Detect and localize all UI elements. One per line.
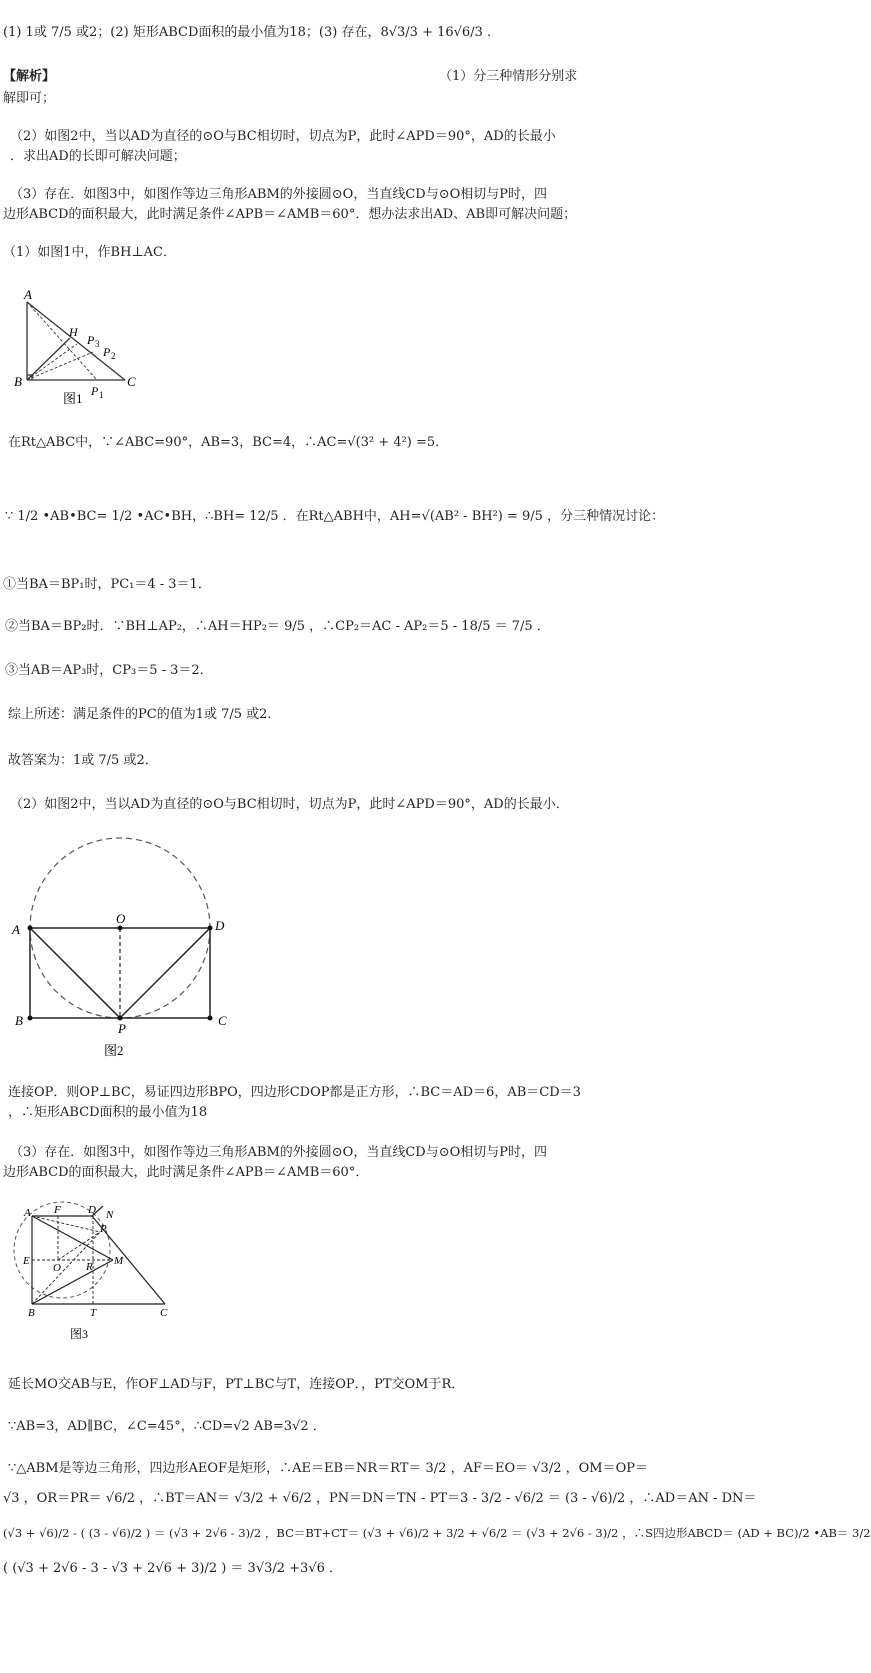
solution-part3-intro: （3）存在．如图3中，如图作等边三角形ABM的外接圆⊙O，当直线CD与⊙O相切与P时，四 — [10, 1145, 548, 1160]
fig3-label-c: C — [160, 1307, 168, 1319]
fig3-label-a: A — [24, 1207, 31, 1219]
summary-part1: 综上所述：满足条件的PC的值为1或 7/5 或2． — [8, 707, 281, 722]
fig1-label-a: A — [24, 287, 32, 302]
fig1-bh — [27, 338, 70, 380]
fig2-point-c — [208, 1016, 213, 1021]
fig2-point-a — [28, 926, 33, 931]
analysis-heading: 【解析】 — [3, 69, 56, 84]
fig1-label-p1-sub: 1 — [99, 390, 104, 400]
fig2-point-o — [118, 926, 123, 931]
case-1: ①当BA＝BP₁时，PC₁＝4 - 3＝1． — [3, 577, 211, 592]
figure-1 — [5, 282, 165, 412]
analysis-part1: （1）分三种情形分别求 — [439, 69, 578, 84]
solution-part3-eq2: √3 ，OR＝PR＝ √6/2 ，∴BT＝AN＝ √3/2 + √6/2 ，PN＝DN＝TN - PT＝3 - 3/2 - √6/2 ＝ (3 - √6)/2 ，∴AD＝AN - DN＝ — [3, 1491, 757, 1506]
fig3-label-m: M — [114, 1255, 124, 1267]
fig3-label-r: R — [86, 1261, 93, 1273]
fig3-label-e: E — [23, 1255, 30, 1267]
solution-part3-cd: ∵AB=3，AD∥BC，∠C=45°，∴CD=√2 AB=3√2 ． — [8, 1419, 326, 1434]
fig1-caption: 图1 — [63, 391, 83, 406]
fig1-label-p2: P — [103, 345, 111, 359]
fig2-point-b — [28, 1016, 33, 1021]
solution-part2-result: ，∴矩形ABCD面积的最小值为18 — [8, 1105, 208, 1120]
solution-ac: 在Rt△ABC中，∵∠ABC=90°，AB=3，BC=4，∴AC=√(3² + 4²) =5． — [8, 435, 449, 450]
fig2-label-d: D — [215, 918, 225, 933]
analysis-part3-cont: 边形ABCD的面积最大，此时满足条件∠APB＝∠AMB＝60°．想办法求出AD、AB即可解决问题； — [3, 207, 577, 222]
fig1-label-p2-sub: 2 — [111, 351, 116, 361]
analysis-part2-cont: ．求出AD的长即可解决问题； — [10, 149, 186, 164]
solution-part3-intro-cont: 边形ABCD的面积最大，此时满足条件∠APB＝∠AMB＝60°． — [3, 1165, 369, 1180]
fig1-label-p3: P — [87, 333, 95, 347]
solution-part3-final: ( (√3 + 2√6 - 3 - √3 + 2√6 + 3)/2 ) ＝ 3√3/2 +3√6 ． — [3, 1561, 343, 1576]
fig1-side-ac — [27, 302, 125, 380]
solution-part2-intro: （2）如图2中，当以AD为直径的⊙O与BC相切时，切点为P，此时∠APD＝90°，AD的长最小． — [10, 797, 569, 812]
solution-part3-eq1: ∵△ABM是等边三角形，四边形AEOF是矩形，∴AE＝EB＝NR＝RT＝ 3/2 ，AF＝EO＝ √3/2 ，OM＝OP＝ — [8, 1461, 648, 1476]
fig3-label-p: P — [100, 1223, 107, 1235]
fig2-caption: 图2 — [104, 1043, 124, 1058]
solution-bh-ah: ∵ 1/2 •AB•BC= 1/2 •AC•BH，∴BH= 12/5 ．在Rt△ABH中，AH=√(AB² - BH²) = 9/5 ，分三种情况讨论： — [5, 509, 665, 524]
answer-summary: (1) 1或 7/5 或2；(2) 矩形ABCD面积的最小值为18；(3) 存在，8√3/3 + 16√6/3 . — [3, 25, 492, 40]
solution-part2-body: 连接OP．则OP⊥BC，易证四边形BPO，四边形CDOP都是正方形，∴BC＝AD＝6，AB＝CD＝3 — [8, 1085, 581, 1100]
fig2-label-a: A — [12, 922, 20, 937]
fig2-label-p: P — [118, 1021, 126, 1036]
analysis-part1-cont: 解即可； — [3, 91, 56, 106]
fig2-label-b: B — [15, 1013, 23, 1028]
fig2-ap — [30, 928, 120, 1018]
fig3-label-n: N — [106, 1209, 114, 1221]
fig2-point-p — [118, 1016, 123, 1021]
fig3-label-d: D — [88, 1204, 96, 1216]
fig3-op — [58, 1232, 100, 1260]
fig1-label-p3-sub: 3 — [95, 339, 100, 349]
fig1-label-b: B — [14, 374, 22, 389]
answer-part1: 故答案为：1或 7/5 或2． — [8, 753, 158, 768]
fig3-caption: 图3 — [70, 1327, 89, 1341]
fig3-label-o: O — [53, 1262, 61, 1274]
analysis-part3: （3）存在．如图3中，如图作等边三角形ABM的外接圆⊙O，当直线CD与⊙O相切与P时，四 — [10, 187, 548, 202]
fig2-label-c: C — [218, 1013, 227, 1028]
solution-part3-construct: 延长MO交AB与E，作OF⊥AD与F，PT⊥BC与T，连接OP．，PT交OM于R． — [8, 1377, 465, 1392]
analysis-part2: （2）如图2中，当以AD为直径的⊙O与BC相切时，切点为P，此时∠APD＝90°，AD的长最小 — [10, 129, 556, 144]
solution-part1-intro: （1）如图1中，作BH⊥AC． — [3, 245, 176, 260]
fig2-dp — [120, 928, 210, 1018]
figure-2 — [0, 830, 260, 1062]
fig1-label-h: H — [69, 325, 78, 339]
fig3-bm — [32, 1260, 113, 1304]
solution-part3-eq3: (√3 + √6)/2 - ( (3 - √6)/2 ) ＝ (√3 + 2√6 - 3)/2 ，BC＝BT+CT＝ (√3 + √6)/2 + 3/2 + √6/2 ＝ (√3 + 2√6 - 3)/2 ，∴S四边形ABCD＝ (AD + BC)/2 •AB＝ 3/2 — [3, 1526, 871, 1540]
fig3-label-t: T — [90, 1307, 97, 1319]
fig3-label-f: F — [54, 1204, 61, 1216]
fig1-label-p1: P — [91, 384, 99, 398]
fig2-point-d — [208, 926, 213, 931]
case-3: ③当AB＝AP₃时，CP₃＝5 - 3＝2． — [5, 663, 213, 678]
fig3-label-b: B — [28, 1307, 35, 1319]
fig3-ap — [32, 1216, 100, 1232]
fig2-label-o: O — [116, 911, 126, 926]
figure-3 — [10, 1198, 195, 1348]
case-2: ②当BA＝BP₂时．∵BH⊥AP₂，∴AH＝HP₂＝ 9/5 ，∴CP₂＝AC - AP₂＝5 - 18/5 ＝ 7/5 ． — [5, 619, 550, 634]
fig1-label-c: C — [127, 374, 136, 389]
